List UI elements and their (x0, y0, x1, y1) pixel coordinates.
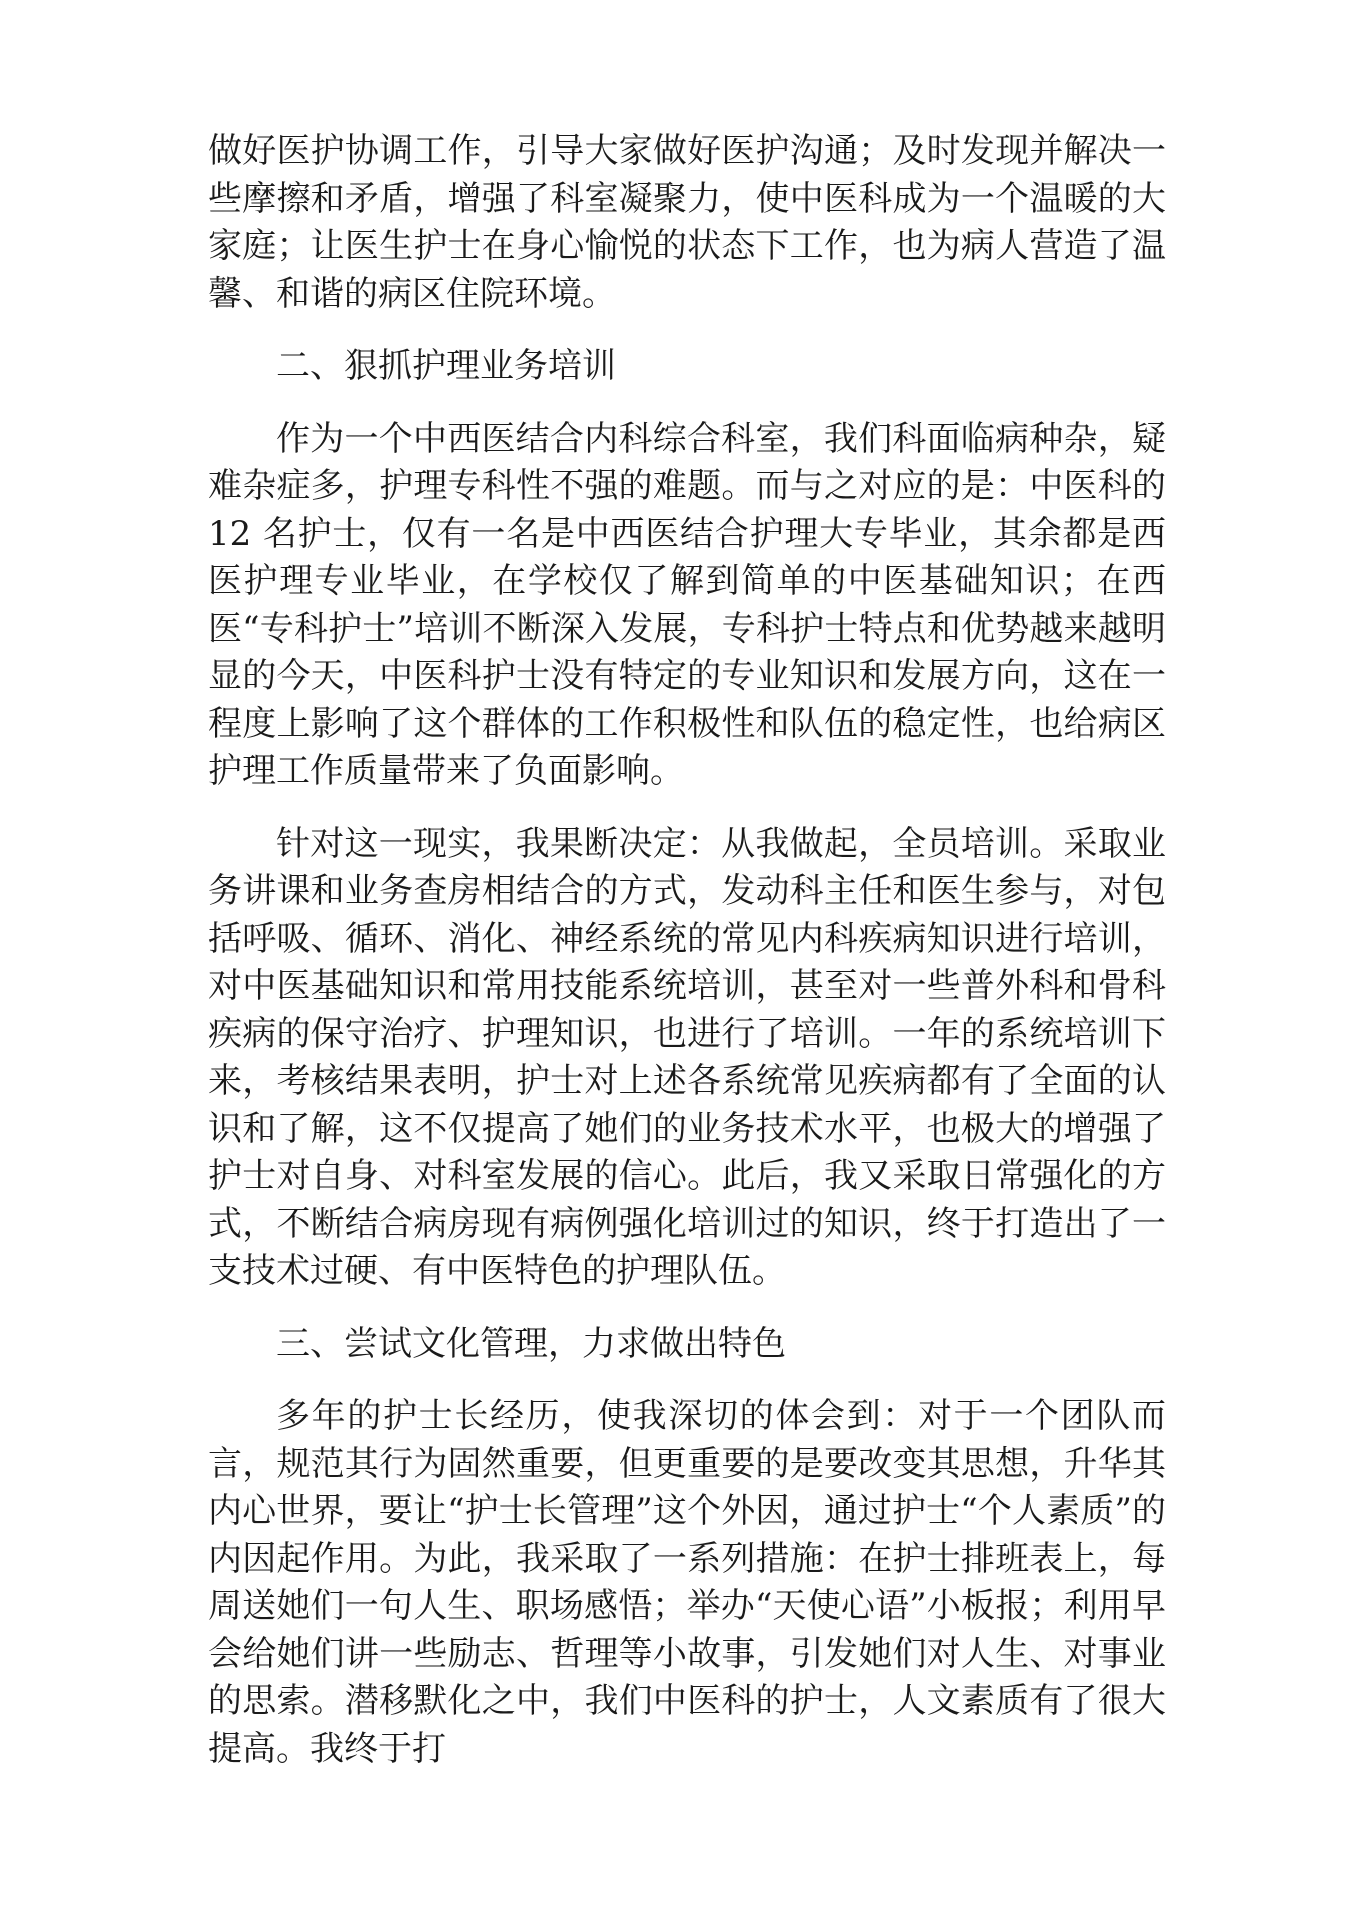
body-paragraph: 做好医护协调工作，引导大家做好医护沟通；及时发现并解决一些摩擦和矛盾，增强了科室凝聚力，使中医科成为一个温暖的大家庭；让医生护士在身心愉悦的状态下工作，也为病人营造了温馨、和谐的病区住院环境。 (208, 131, 1166, 314)
body-paragraph: 作为一个中西医结合内科综合科室，我们科面临病种杂，疑难杂症多，护理专科性不强的难题。而与之对应的是：中医科的 12 名护士，仅有一名是中西医结合护理大专毕业，其余都是西医护理专业毕业，在学校仅了解到简单的中医基础知识；在西医“专科护士”培训不断深入发展，专科护士特点和优势越来越明显的今天，中医科护士没有特定的专业知识和发展方向，这在一程度上影响了这个群体的工作积极性和队伍的稳定性，也给病区护理工作质量带来了负面影响。 (208, 418, 1166, 791)
section-heading: 二、狠抓护理业务培训 (276, 346, 616, 386)
section-heading: 三、尝试文化管理，力求做出特色 (276, 1323, 786, 1364)
body-paragraph: 多年的护士长经历，使我深切的体会到：对于一个团队而言，规范其行为固然重要，但更重要的是要改变其思想，升华其内心世界，要让“护士长管理”这个外因，通过护士“个人素质”的内因起作用。为此，我采取了一系列措施：在护士排班表上，每周送她们一句人生、职场感悟；举办“天使心语”小板报；利用早会给她们讲一些励志、哲理等小故事，引发她们对人生、对事业的思索。潜移默化之中，我们中医科的护士，人文素质有了很大提高。我终于打 (208, 1396, 1166, 1769)
document-page (208, 128, 1166, 1798)
body-paragraph: 针对这一现实，我果断决定：从我做起，全员培训。采取业务讲课和业务查房相结合的方式，发动科主任和医生参与，对包括呼吸、循环、消化、神经系统的常见内科疾病知识进行培训，对中医基础知识和常用技能系统培训，甚至对一些普外科和骨科疾病的保守治疗、护理知识，也进行了培训。一年的系统培训下来，考核结果表明，护士对上述各系统常见疾病都有了全面的认识和了解，这不仅提高了她们的业务技术水平，也极大的增强了护士对自身、对科室发展的信心。此后，我又采取日常强化的方式，不断结合病房现有病例强化培训过的知识，终于打造出了一支技术过硬、有中医特色的护理队伍。 (208, 823, 1166, 1291)
